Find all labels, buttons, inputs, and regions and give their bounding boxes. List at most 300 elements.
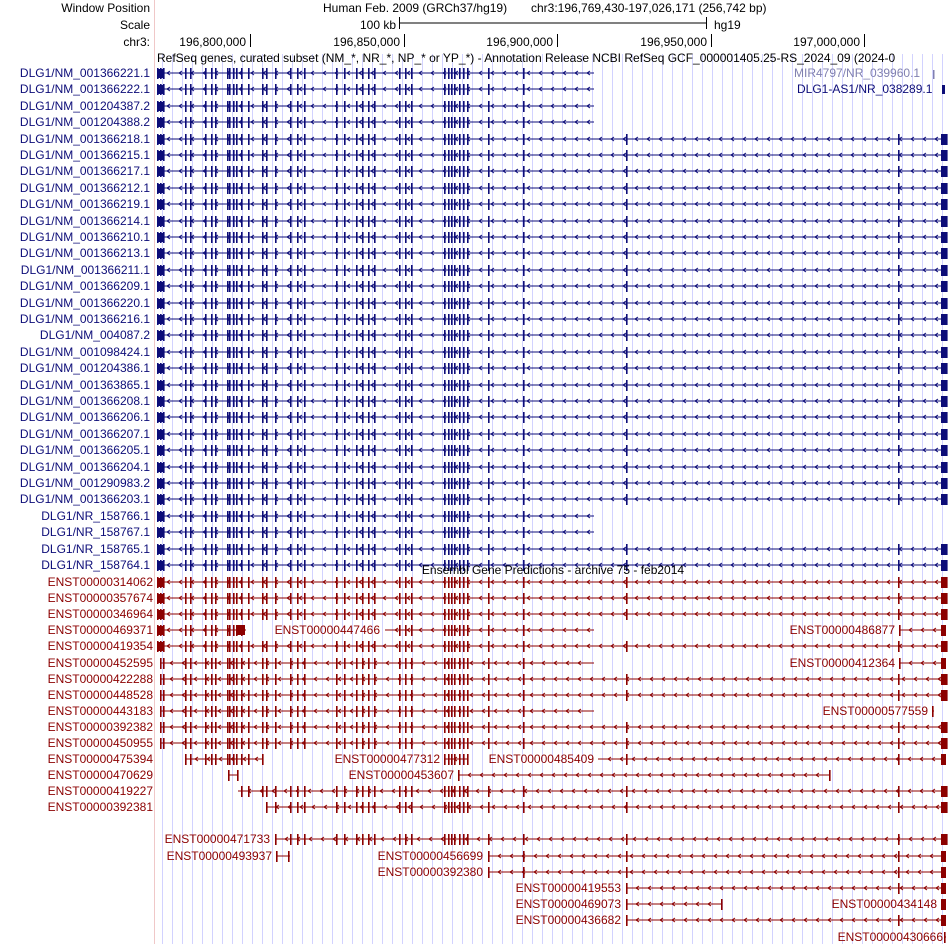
exon-block (399, 511, 401, 522)
exon-block (411, 232, 413, 243)
refseq-track[interactable] (20, 66, 948, 572)
refseq-transcript-label[interactable]: DLG1/NM_001366215.1 (20, 148, 150, 162)
exon-block (190, 117, 192, 128)
gene-feature[interactable] (160, 674, 948, 685)
exon-block (362, 298, 364, 309)
exon-block (304, 738, 306, 749)
mir4797-label[interactable]: MIR4797/NR_039960.1 (794, 66, 920, 80)
exon-block (444, 380, 446, 391)
exon-block (368, 706, 370, 717)
exon-block (190, 494, 192, 505)
exon-block (185, 674, 187, 685)
exon-block (185, 609, 187, 620)
exon-block (160, 248, 162, 259)
exon-block (626, 722, 628, 733)
ensembl-inline-label[interactable]: ENST00000447466 (275, 623, 381, 637)
gene-feature[interactable] (160, 658, 594, 669)
exon-block (454, 494, 456, 505)
exon-block (344, 84, 346, 95)
exon-block (160, 609, 162, 620)
refseq-transcript-label[interactable]: DLG1/NM_001204386.1 (20, 361, 150, 375)
refseq-transcript-label[interactable]: DLG1/NM_001366218.1 (20, 132, 150, 146)
exon-block (374, 478, 376, 489)
exon-block (211, 738, 213, 749)
exon-block (488, 117, 490, 128)
ensembl-transcript-label[interactable]: ENST00000443183 (48, 704, 154, 718)
exon-block (523, 117, 525, 128)
refseq-transcript-label[interactable]: DLG1/NM_001366211.1 (21, 263, 151, 277)
exon-block (463, 641, 465, 652)
exon-block (185, 134, 187, 145)
exon-block (233, 248, 235, 259)
exon-block (459, 84, 461, 95)
refseq-transcript-label[interactable]: DLG1/NM_004087.2 (40, 328, 150, 342)
ensembl-transcript-label[interactable]: ENST00000419354 (48, 639, 154, 653)
exon-block (190, 134, 192, 145)
ensembl-inline-label[interactable]: ENST00000477312 (335, 752, 441, 766)
exon-block (463, 722, 465, 733)
exon-block (262, 183, 264, 194)
exon-block (227, 216, 229, 227)
exon-block (297, 281, 299, 292)
exon-block (190, 706, 192, 717)
exon-block (185, 150, 187, 161)
exon-block (227, 84, 229, 95)
exon-block (362, 396, 364, 407)
exon-block (211, 429, 213, 440)
exon-block (448, 527, 450, 538)
exon-block (160, 690, 162, 701)
ensembl-inline-label[interactable]: ENST00000471733 (165, 832, 271, 846)
exon-block (266, 445, 268, 456)
exon-block (467, 690, 469, 701)
exon-block (942, 347, 946, 358)
gene-feature[interactable] (266, 802, 948, 813)
exon-block (215, 183, 217, 194)
ensembl-transcript-label[interactable]: ENST00000392381 (48, 800, 154, 814)
ensembl-transcript-label[interactable]: ENST00000346964 (48, 607, 154, 621)
exon-block (236, 738, 238, 749)
exon-block (399, 134, 401, 145)
exon-block (488, 722, 490, 733)
gene-feature[interactable] (160, 738, 948, 749)
exon-block (344, 593, 346, 604)
exon-block (215, 84, 217, 95)
refseq-transcript-label[interactable]: DLG1/NM_001366207.1 (20, 427, 150, 441)
refseq-transcript-label[interactable]: DLG1/NM_001366203.1 (20, 492, 150, 506)
exon-block (411, 706, 413, 717)
exon-block (448, 478, 450, 489)
ensembl-transcript-label[interactable]: ENST00000392382 (48, 720, 154, 734)
exon-block (898, 867, 900, 878)
exon-block (626, 851, 628, 862)
exon-block (362, 117, 364, 128)
refseq-transcript-label[interactable]: DLG1/NM_001366217.1 (20, 164, 150, 178)
refseq-transcript-label[interactable]: DLG1/NR_158767.1 (41, 525, 150, 539)
exon-block (411, 183, 413, 194)
exon-block (467, 577, 469, 588)
exon-block (233, 674, 235, 685)
exon-block (241, 232, 243, 243)
refseq-track-title[interactable]: RefSeq genes, curated subset (NM_*, NR_*, NP_* or YP_*) - Annotation Release NCBI RefSeq GCF_000001405.25-RS_2024_09 (2024-0 (157, 51, 896, 65)
ensembl-transcript-label[interactable]: ENST00000450955 (48, 736, 154, 750)
exon-block (946, 396, 948, 407)
exon-block (190, 722, 192, 733)
ensembl-inline-label[interactable]: ENST00000486877 (790, 623, 896, 637)
exon-block (454, 625, 456, 636)
exon-block (463, 754, 465, 765)
exon-block (448, 674, 450, 685)
exon-block (356, 314, 358, 325)
exon-block (248, 330, 250, 341)
exon-block (215, 494, 217, 505)
exon-block (229, 511, 231, 522)
exon-block (399, 706, 401, 717)
ensembl-inline-label[interactable]: ENST00000456699 (378, 849, 484, 863)
exon-block (205, 199, 207, 210)
exon-block (233, 462, 235, 473)
ensembl-transcript-label[interactable]: ENST00000357674 (48, 591, 154, 605)
exon-block (362, 690, 364, 701)
exon-block (451, 445, 453, 456)
exon-block (448, 216, 450, 227)
exon-block (229, 674, 231, 685)
ensembl-transcript-label[interactable]: ENST00000452595 (48, 656, 154, 670)
exon-block (898, 462, 900, 473)
refseq-transcript-label[interactable]: DLG1/NM_001366220.1 (20, 296, 150, 310)
gene-feature[interactable] (185, 754, 264, 765)
exon-block (405, 232, 407, 243)
exon-block (459, 445, 461, 456)
exon-block (946, 281, 948, 292)
exon-block (233, 527, 235, 538)
ensembl-inline-label[interactable]: ENST00000577559 (823, 704, 929, 718)
exon-block (459, 150, 461, 161)
exon-block (336, 658, 338, 669)
exon-block (463, 494, 465, 505)
exon-block (297, 429, 299, 440)
exon-block (444, 802, 446, 813)
exon-block (405, 166, 407, 177)
exon-block (205, 706, 207, 717)
exon-block (190, 625, 192, 636)
exon-block (211, 330, 213, 341)
exon-block (411, 527, 413, 538)
exon-block (290, 363, 292, 374)
gene-feature[interactable] (275, 834, 948, 845)
ensembl-transcript-label[interactable]: ENST00000475394 (48, 752, 154, 766)
exon-block (275, 429, 277, 440)
exon-block (336, 150, 338, 161)
exon-block (304, 690, 306, 701)
gene-feature[interactable] (444, 754, 469, 765)
exon-block (227, 429, 229, 440)
exon-block (454, 802, 456, 813)
exon-block (454, 183, 456, 194)
exon-block (229, 84, 231, 95)
ensembl-inline-label[interactable]: ENST00000493937 (167, 849, 273, 863)
exon-block (241, 462, 243, 473)
exon-block (248, 281, 250, 292)
exon-block (356, 101, 358, 112)
refseq-transcript-label[interactable]: DLG1/NM_001204387.2 (20, 99, 150, 113)
exon-block (626, 544, 628, 555)
exon-block (336, 363, 338, 374)
exon-block (262, 380, 264, 391)
refseq-transcript-label[interactable]: DLG1/NM_001366204.1 (20, 460, 150, 474)
exon-block (163, 396, 165, 407)
exon-block (942, 674, 946, 685)
refseq-transcript-label[interactable]: DLG1/NM_001366205.1 (20, 443, 150, 457)
refseq-transcript-label[interactable]: DLG1/NM_001366210.1 (20, 230, 150, 244)
exon-block (229, 429, 231, 440)
exon-block (399, 722, 401, 733)
exon-block (248, 265, 250, 276)
gene-feature[interactable] (488, 851, 946, 862)
exon-block (356, 429, 358, 440)
exon-block (336, 494, 338, 505)
refseq-transcript-label[interactable]: DLG1/NR_158766.1 (41, 509, 150, 523)
exon-block (523, 68, 525, 79)
exon-block (451, 84, 453, 95)
exon-block (459, 298, 461, 309)
exon-block (946, 641, 948, 652)
exon-block (215, 101, 217, 112)
exon-block (290, 722, 292, 733)
exon-block (411, 314, 413, 325)
exon-block (160, 380, 162, 391)
exon-block (205, 183, 207, 194)
exon-block (626, 690, 628, 701)
exon-block (336, 641, 338, 652)
exon-block (157, 625, 159, 636)
exon-block (297, 690, 299, 701)
exon-block (297, 462, 299, 473)
refseq-transcript-label[interactable]: DLG1/NM_001366208.1 (20, 394, 150, 408)
exon-block (215, 577, 217, 588)
exon-block (368, 445, 370, 456)
refseq-transcript-label[interactable]: DLG1/NM_001366209.1 (20, 279, 150, 293)
gene-feature[interactable] (932, 706, 934, 717)
exon-block (523, 722, 525, 733)
exon-block (344, 544, 346, 555)
exon-block (444, 101, 446, 112)
exon-block (411, 117, 413, 128)
exon-block (205, 722, 207, 733)
exon-block (185, 101, 187, 112)
ensembl-transcript-label[interactable]: ENST00000422288 (48, 672, 154, 686)
exon-block (344, 609, 346, 620)
exon-block (241, 265, 243, 276)
ruler-tick-label: 196,850,000 (333, 35, 400, 49)
exon-block (368, 429, 370, 440)
exon-block (236, 478, 238, 489)
exon-block (163, 625, 165, 636)
exon-block (275, 117, 277, 128)
exon-block (215, 380, 217, 391)
exon-block (451, 150, 453, 161)
refseq-transcript-label[interactable]: DLG1/NM_001290983.2 (20, 476, 150, 490)
ensembl-transcript-label[interactable]: ENST00000448528 (48, 688, 154, 702)
ensembl-transcript-label[interactable]: ENST00000469371 (48, 623, 154, 637)
exon-block (448, 232, 450, 243)
exon-block (215, 738, 217, 749)
exon-block (233, 101, 235, 112)
exon-block (356, 166, 358, 177)
exon-block (227, 527, 229, 538)
exon-block (262, 609, 264, 620)
exon-block (236, 314, 238, 325)
exon-block (205, 738, 207, 749)
refseq-transcript-label[interactable]: DLG1/NR_158765.1 (41, 542, 150, 556)
exon-block (444, 429, 446, 440)
refseq-transcript-label[interactable]: DLG1/NM_001098424.1 (20, 345, 150, 359)
exon-block (356, 722, 358, 733)
exon-block (248, 577, 250, 588)
exon-block (241, 511, 243, 522)
refseq-transcript-label[interactable]: DLG1/NM_001366212.1 (20, 181, 150, 195)
ensembl-transcript-label[interactable]: ENST00000419227 (48, 784, 154, 798)
exon-block (488, 298, 490, 309)
exon-block (248, 674, 250, 685)
refseq-transcript-label[interactable]: DLG1/NR_158764.1 (41, 558, 150, 572)
exon-block (241, 117, 243, 128)
exon-block (411, 511, 413, 522)
exon-block (233, 314, 235, 325)
exon-block (163, 445, 165, 456)
exon-block (942, 478, 946, 489)
exon-block (233, 363, 235, 374)
exon-block (160, 330, 162, 341)
exon-block (185, 232, 187, 243)
exon-block (344, 786, 346, 797)
gene-feature[interactable] (160, 690, 948, 701)
exon-block (262, 511, 264, 522)
exon-block (215, 199, 217, 210)
refseq-transcript-label[interactable]: DLG1/NM_001366206.1 (20, 410, 150, 424)
exon-block (405, 330, 407, 341)
exon-block (157, 248, 159, 259)
refseq-transcript-label[interactable]: DLG1/NM_001366221.1 (20, 66, 150, 80)
refseq-transcript-label[interactable]: DLG1/NM_001366222.1 (20, 82, 150, 96)
exon-block (160, 166, 162, 177)
exon-block (399, 363, 401, 374)
exon-block (467, 183, 469, 194)
exon-block (626, 216, 628, 227)
exon-block (190, 560, 192, 571)
exon-block (488, 281, 490, 292)
ensembl-inline-label[interactable]: ENST00000412364 (790, 656, 896, 670)
exon-block (185, 511, 187, 522)
exon-block (275, 527, 277, 538)
dlg1-as1-label[interactable]: DLG1-AS1/NR_038289.1 (797, 82, 933, 96)
ensembl-inline-label[interactable]: ENST00000453607 (349, 768, 455, 782)
exon-block (444, 396, 446, 407)
refseq-transcript-label[interactable]: DLG1/NM_001366216.1 (20, 312, 150, 326)
exon-block (942, 560, 946, 571)
exon-block (262, 330, 264, 341)
exon-block (448, 363, 450, 374)
exon-block (233, 166, 235, 177)
exon-block (236, 412, 238, 423)
exon-block (463, 134, 465, 145)
exon-block (229, 183, 231, 194)
exon-block (163, 658, 165, 669)
exon-block (266, 674, 268, 685)
exon-block (451, 314, 453, 325)
exon-block (488, 641, 490, 652)
exon-block (266, 298, 268, 309)
gene-feature[interactable] (228, 770, 239, 781)
exon-block (248, 722, 250, 733)
exon-block (275, 396, 277, 407)
exon-block (411, 412, 413, 423)
exon-block (374, 150, 376, 161)
exon-block (399, 674, 401, 685)
mir4797-feature[interactable] (933, 70, 935, 79)
exon-block (399, 412, 401, 423)
ensembl-track-title[interactable]: Ensembl Gene Predictions - archive 75 - feb2014 (422, 563, 684, 577)
exon-block (163, 150, 165, 161)
exon-block (344, 802, 346, 813)
exon-block (942, 658, 946, 669)
gene-feature[interactable] (488, 867, 946, 878)
exon-block (463, 706, 465, 717)
exon-block (523, 412, 525, 423)
exon-block (227, 347, 229, 358)
exon-block (205, 281, 207, 292)
exon-block (451, 462, 453, 473)
exon-block (304, 722, 306, 733)
exon-block (297, 527, 299, 538)
refseq-transcript-label[interactable]: DLG1/NM_001366214.1 (20, 214, 150, 228)
gene-feature[interactable] (458, 770, 831, 781)
exon-block (374, 641, 376, 652)
gene-feature[interactable] (160, 706, 594, 717)
exon-block (290, 478, 292, 489)
exon-block (336, 738, 338, 749)
ensembl-transcript-label[interactable]: ENST00000470629 (48, 768, 154, 782)
exon-block (304, 834, 306, 845)
exon-block (336, 248, 338, 259)
exon-block (942, 690, 946, 701)
exon-block (160, 347, 162, 358)
exon-block (160, 412, 162, 423)
refseq-transcript-label[interactable]: DLG1/NM_001366213.1 (20, 246, 150, 260)
exon-block (946, 216, 948, 227)
exon-block (451, 248, 453, 259)
refseq-transcript-label[interactable]: DLG1/NM_001363865.1 (20, 378, 150, 392)
exon-block (463, 658, 465, 669)
exon-block (236, 281, 238, 292)
gene-feature[interactable] (160, 722, 948, 733)
ensembl-inline-label[interactable]: ENST00000392380 (378, 865, 484, 879)
exon-block (459, 625, 461, 636)
ensembl-transcript-label[interactable]: ENST00000314062 (48, 575, 154, 589)
exon-block (236, 445, 238, 456)
exon-block (336, 593, 338, 604)
exon-block (229, 478, 231, 489)
exon-block (898, 544, 900, 555)
ensembl-inline-label[interactable]: ENST00000485409 (489, 752, 595, 766)
refseq-transcript-label[interactable]: DLG1/NM_001366219.1 (20, 197, 150, 211)
exon-block (454, 117, 456, 128)
exon-block (262, 166, 264, 177)
exon-block (185, 166, 187, 177)
refseq-transcript-label[interactable]: DLG1/NM_001204388.2 (20, 115, 150, 129)
exon-block (157, 609, 159, 620)
dlg1-as1-feature[interactable] (942, 85, 945, 94)
